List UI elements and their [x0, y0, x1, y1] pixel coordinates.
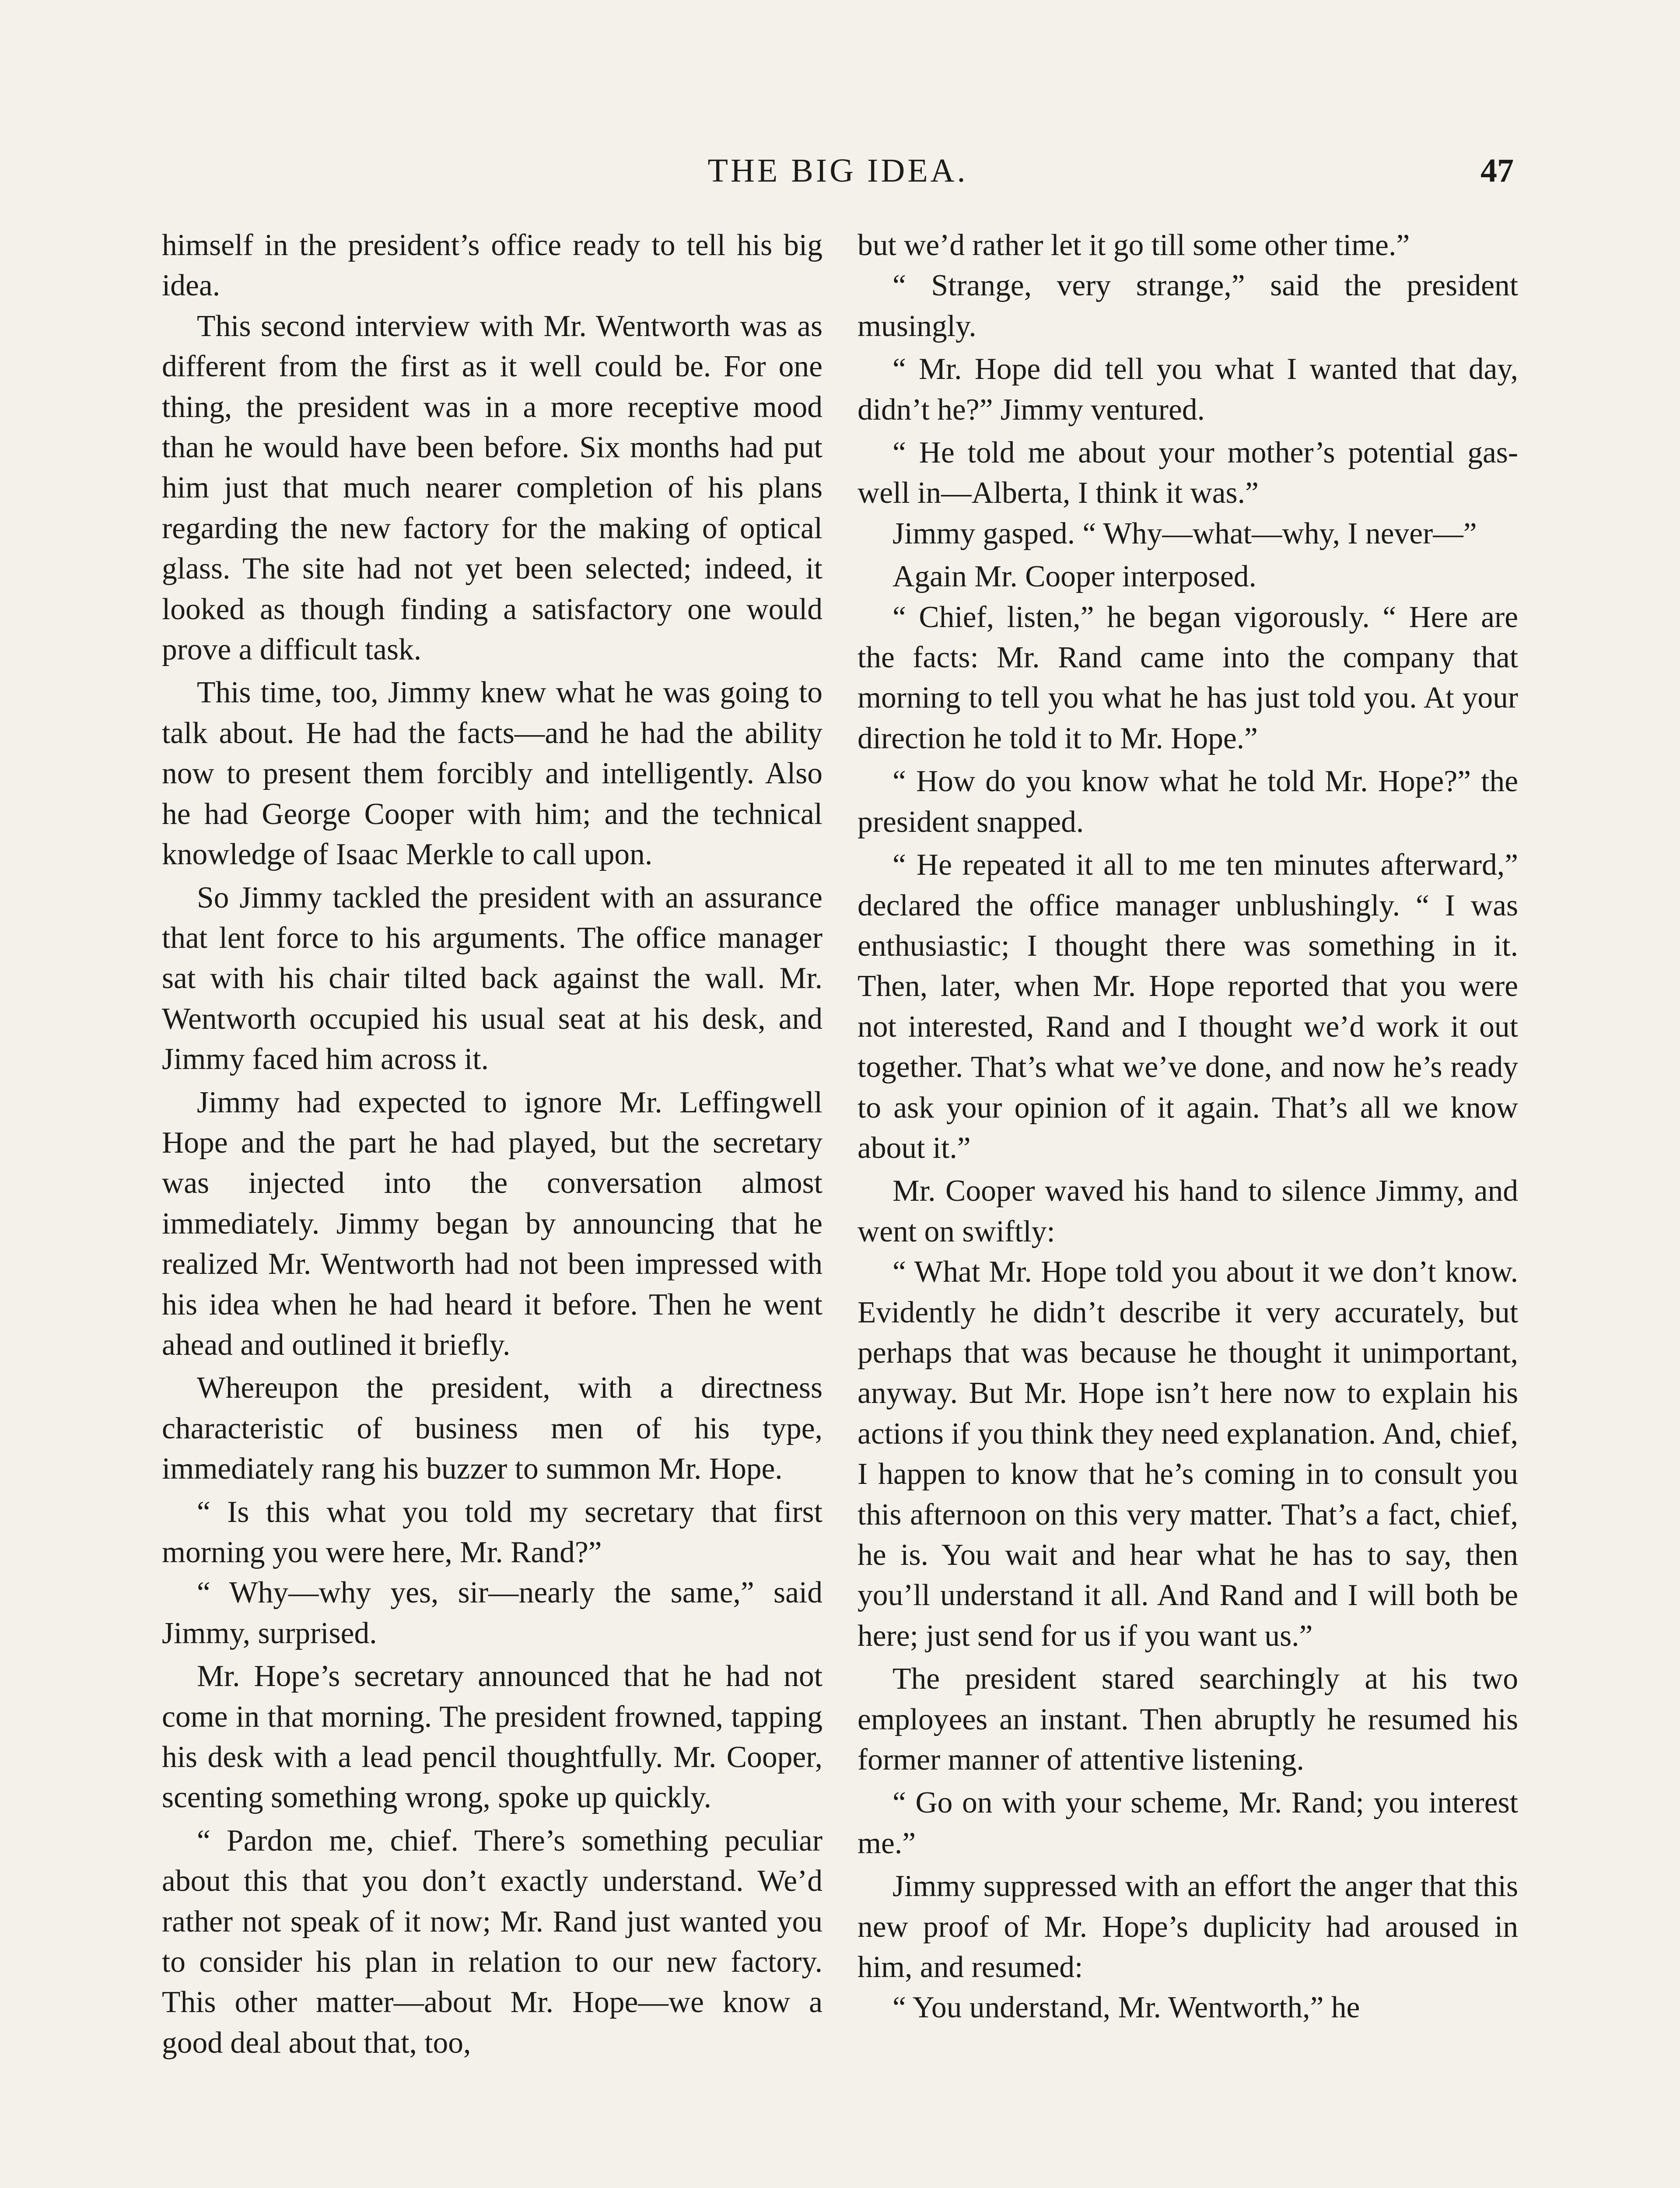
right-column [858, 225, 1518, 2028]
paragraph: “ What Mr. Hope told you about it we don’t know. Evidently he didn’t describe it very accurately, but perhaps that was because he thought it unimportant, anyway. But Mr. Hope isn’t here now to explain his actions if you think they need explanation. And, chief, I happen to know that he’s coming in to consult you this afternoon on this very matter. That’s a fact, chief, he is. You wait and hear what he has to say, then you’ll understand it all. And Rand and I will both be here; just send for us if you want us.” [858, 1255, 1518, 1653]
running-head [162, 144, 1514, 197]
paragraph: “ Chief, listen,” he began vigorously. “ Here are the facts: Mr. Rand came into the company that morning to tell you what he has just told you. At your direction he told it to Mr. Hope.” [858, 600, 1518, 755]
paragraph: Jimmy gasped. “ Why—what—why, I never—” [892, 516, 1477, 551]
paragraph: “ He repeated it all to me ten minutes afterward,” declared the office manager unblushingly. “ I was enthusiastic; I thought there was something in it. Then, later, when Mr. Hope reported that you were not interested, Rand and I thought we’d work it out together. That’s what we’ve done, and now he’s ready to ask your opinion of it again. That’s all we know about it.” [858, 848, 1518, 1165]
paragraph: Mr. Cooper waved his hand to silence Jimmy, and went on swiftly: [858, 1174, 1518, 1248]
paragraph: “ You understand, Mr. Wentworth,” he [892, 1991, 1360, 2025]
paragraph: This time, too, Jimmy knew what he was going to talk about. He had the facts—and he had the ability now to present them forcibly and intelligently. Also he had George Cooper with him; and the technical knowledge of Isaac Merkle to call upon. [162, 676, 822, 872]
paragraph: Again Mr. Cooper interposed. [892, 560, 1256, 594]
paragraph: “ How do you know what he told Mr. Hope?” the president snapped. [858, 764, 1518, 839]
paragraph: “ He told me about your mother’s potential gas-well in—Alberta, I think it was.” [858, 436, 1518, 510]
paragraph: This second interview with Mr. Wentworth was as different from the first as it well could be. For one thing, the president was in a more receptive mood than he would have been before. Six months had put him just that much nearer completion of his plans regarding the new factory for the making of optical glass. The site had not yet been selected; indeed, it looked as though finding a satisfactory one would prove a difficult task. [162, 309, 822, 667]
paragraph: “ Is this what you told my secretary that first morning you were here, Mr. Rand?” [162, 1495, 822, 1569]
left-column [162, 225, 822, 2063]
paragraph: but we’d rather let it go till some other time.” [858, 228, 1410, 262]
page-number: 47 [1480, 152, 1514, 189]
paragraph: himself in the president’s office ready to tell his big idea. [162, 228, 822, 303]
paragraph: “ Go on with your scheme, Mr. Rand; you interest me.” [858, 1786, 1518, 1860]
paragraph: The president stared searchingly at his two employees an instant. Then abruptly he resumed his former manner of attentive listening. [858, 1662, 1518, 1777]
paragraph: Jimmy suppressed with an effort the anger that this new proof of Mr. Hope’s duplicity had aroused in him, and resumed: [858, 1869, 1518, 1985]
running-title: THE BIG IDEA. [707, 152, 968, 189]
paragraph: Mr. Hope’s secretary announced that he had not come in that morning. The president frowned, tapping his desk with a lead pencil thoughtfully. Mr. Cooper, scenting something wrong, spoke up quickly. [162, 1659, 822, 1815]
paragraph: Jimmy had expected to ignore Mr. Leffingwell Hope and the part he had played, but the secretary was injected into the conversation almost immediately. Jimmy began by announcing that he realized Mr. Wentworth had not been impressed with his idea when he had heard it before. Then he went ahead and outlined it briefly. [162, 1085, 822, 1362]
paragraph: “ Mr. Hope did tell you what I wanted that day, didn’t he?” Jimmy ventured. [858, 352, 1518, 427]
paragraph: Whereupon the president, with a directness characteristic of business men of his type, immediately rang his buzzer to summon Mr. Hope. [162, 1371, 822, 1486]
paragraph: “ Why—why yes, sir—nearly the same,” said Jimmy, surprised. [162, 1576, 822, 1650]
paragraph: So Jimmy tackled the president with an assurance that lent force to his arguments. The office manager sat with his chair tilted back against the wall. Mr. Wentworth occupied his usual seat at his desk, and Jimmy faced him across it. [162, 880, 822, 1076]
paragraph: “ Pardon me, chief. There’s something peculiar about this that you don’t exactly understand. We’d rather not speak of it now; Mr. Rand just wanted you to consider his plan in relation to our new factory. This other matter—about Mr. Hope—we know a good deal about that, too, [162, 1823, 822, 2060]
paragraph: “ Strange, very strange,” said the president musingly. [858, 269, 1518, 343]
